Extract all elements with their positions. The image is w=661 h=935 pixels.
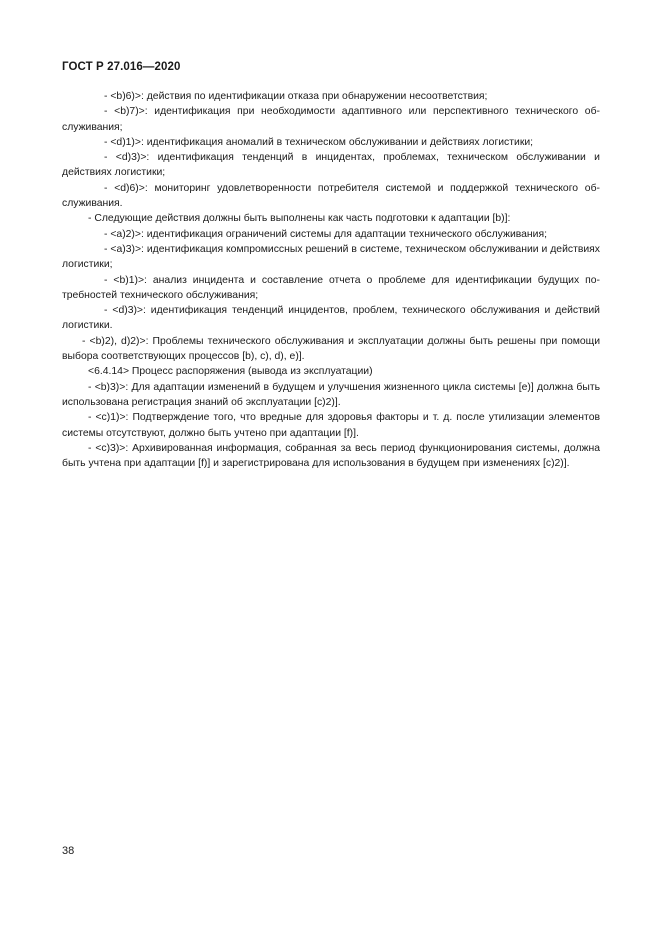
document-body [62,89,600,471]
list-item: - <c)1)>: Подтверждение того, что вредные для здоровья факторы и т. д. после утилизации элементов системы отсутствуют, должно быть учтено при адаптации [f)]. [62,412,600,439]
list-item: - <b)7)>: идентификация при необходимости адаптивного или перспективного технического обслуживания; [62,106,600,133]
page-number: 38 [62,845,75,857]
list-item: - <d)3)>: идентификация тенденций инцидентов, проблем, технического обслуживания и действий логистики. [62,305,600,332]
list-item: - <c)3)>: Архивированная информация, собранная за весь период функционирования системы, должна быть учтена при адаптации [f)] и зарегистрирована для использования в будущем при изменениях [c)2)]. [62,442,600,470]
section-heading: <6.4.14> Процесс распоряжения (вывода из эксплуатации) [88,366,373,378]
list-item: - <a)2)>: идентификация ограничений системы для адаптации технического обслуживания; [104,228,547,240]
list-item: - <a)3)>: идентификация компромиссных решений в системе, техническом обслуживании и действиях логистики; [62,243,600,271]
list-item: - Следующие действия должны быть выполнены как часть подготовки к адаптации [b)]: [88,213,511,225]
list-item: - <b)6)>: действия по идентификации отказа при обнаружении несоответствия; [104,91,488,102]
list-item: - <d)6)>: мониторинг удовлетворенности потребителя системой и поддержкой технического обслуживания. [62,182,600,210]
list-item: - <b)2), d)2)>: Проблемы технического обслуживания и эксплуатации должны быть решены при помощи выбора соответствующих процессов [b), c), d), e)]. [62,335,600,363]
list-item: - <d)1)>: идентификация аномалий в техническом обслуживании и действиях логистики; [104,136,534,148]
list-item: - <b)1)>: анализ инцидента и составление отчета о проблеме для идентификации будущих потребностей технического обслуживания; [62,274,600,301]
standard-header: ГОСТ Р 27.016—2020 [62,61,181,73]
list-item: - <b)3)>: Для адаптации изменений в будущем и улучшения жизненного цикла системы [e)] должна быть использована регистрация знаний об эксплуатации [c)2)]. [62,381,600,408]
list-item: - <d)3)>: идентификация тенденций в инцидентах, проблемах, техническом обслуживании и действиях логистики; [62,152,600,179]
